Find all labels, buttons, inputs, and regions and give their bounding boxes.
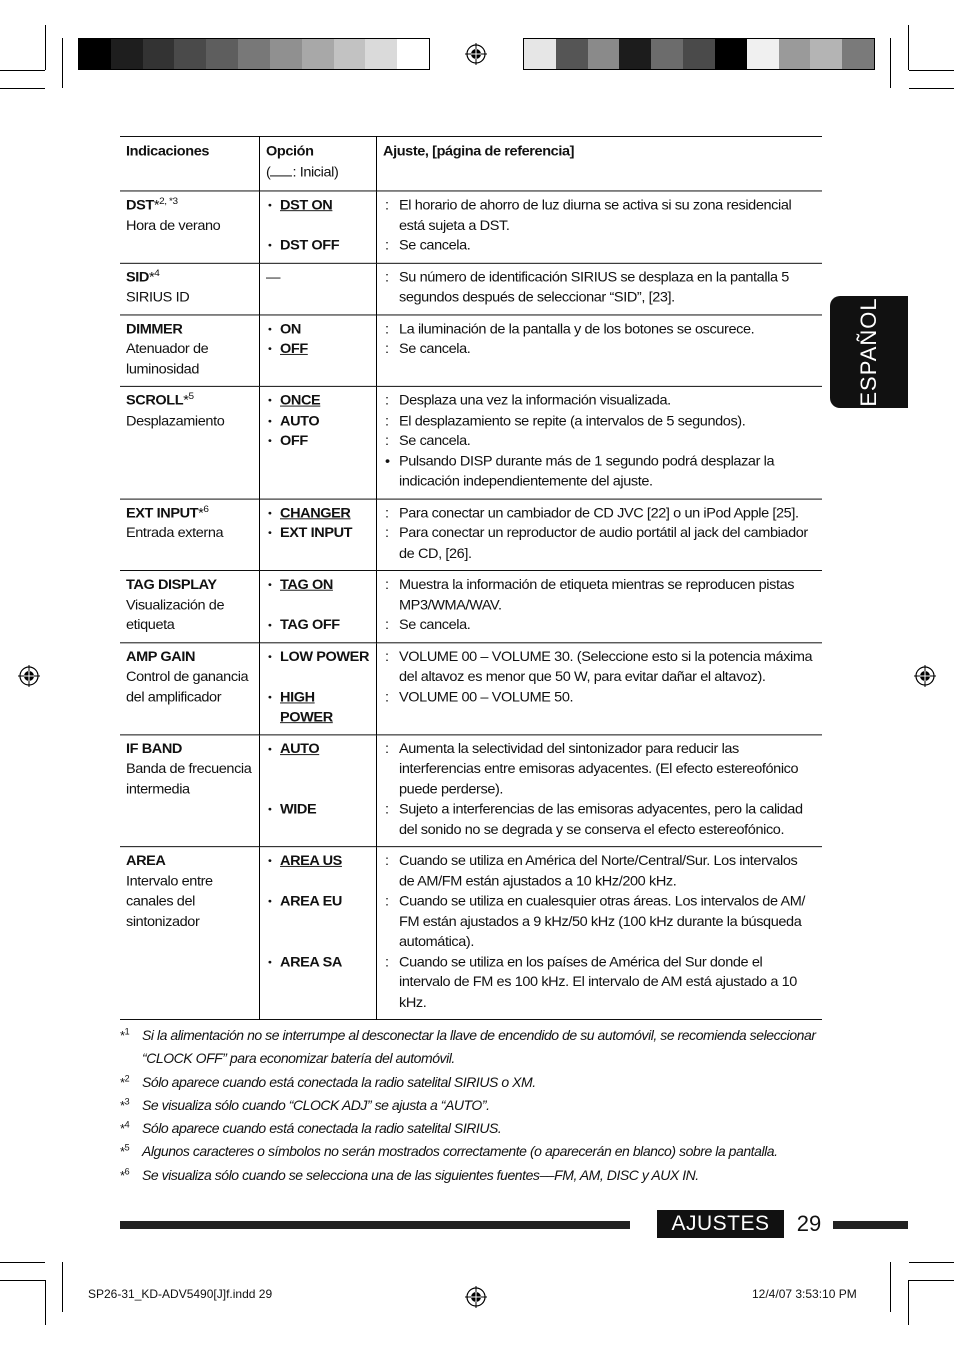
option-item (266, 237, 370, 257)
option-description-text: Muestra la información de etiqueta mientras se reproducen pistas MP3/WMA/WAV. (399, 577, 795, 613)
option-label: EXT INPUT (280, 525, 353, 541)
registration-mark-icon (914, 665, 936, 687)
registration-mark-icon (18, 665, 40, 687)
table-row (120, 314, 822, 386)
footnote-number: 3 (124, 1096, 130, 1107)
language-tab-label: ESPAÑOL (856, 297, 881, 407)
footnote-text: Sólo aparece cuando está conectada la radio satelital SIRIUS o XM. (142, 1073, 536, 1090)
option-item (266, 504, 370, 524)
option-item (266, 320, 370, 340)
option-description (383, 800, 816, 840)
footnote-marker (120, 1117, 129, 1140)
footnote-mark: * (183, 393, 189, 409)
colon-marker: : (385, 505, 389, 521)
setting-description: canales del (126, 894, 195, 910)
color-swatch (79, 39, 111, 69)
color-swatch (588, 39, 620, 69)
option-description-text: VOLUME 00 – VOLUME 30. (Seleccione esto si la potencia máxima del altavoz es menor que 50 W, para evitar dañar el altavoz). (399, 649, 813, 685)
footnote-text: Se visualiza sólo cuando “CLOCK ADJ” se ajusta a “AUTO”. (142, 1096, 490, 1113)
colon-marker: : (385, 393, 389, 409)
footnote-mark: * (148, 269, 155, 285)
option-item (266, 524, 370, 544)
footnote (120, 1094, 825, 1117)
footnote-star: * (120, 1074, 125, 1090)
color-swatch (143, 39, 175, 69)
crop-mark (909, 1262, 954, 1263)
crop-mark (908, 25, 909, 70)
color-swatch (365, 39, 397, 69)
setting-description: Entrada externa (126, 525, 224, 541)
option-label: DST OFF (280, 238, 340, 254)
colon-marker: : (385, 198, 389, 214)
colon-marker: : (385, 741, 389, 757)
footnote-ref: 2, *3 (159, 196, 178, 207)
setting-description: sintonizador (126, 914, 200, 930)
option-label: AREA US (280, 853, 342, 869)
option-label: AUTO (280, 413, 320, 429)
section-label: AJUSTES (657, 1210, 784, 1238)
setting-name (126, 392, 253, 412)
option-description-text: La iluminación de la pantalla y de los botones se oscurece. (399, 321, 755, 337)
option-description (383, 392, 816, 412)
color-swatch (270, 39, 302, 69)
setting-name-text: DST (126, 198, 154, 214)
setting-name (126, 196, 253, 216)
option-description (383, 268, 816, 308)
setting-name (126, 504, 253, 524)
option-label: TAG OFF (280, 617, 340, 633)
footnote-marker (120, 1140, 129, 1163)
crop-mark (0, 88, 45, 89)
option-description (383, 432, 816, 452)
colon-marker: : (385, 577, 389, 593)
header-indicaciones: Indicaciones (126, 144, 210, 160)
option-label: OFF (280, 433, 308, 449)
option-description-text: Se cancela. (399, 617, 471, 633)
settings-table (120, 136, 822, 1020)
option-description-text: Su número de identificación SIRIUS se desplaza en la pantalla 5 segundos después de seleccionar “SID”, [23]. (399, 269, 789, 306)
option-description (383, 340, 816, 360)
footnote-star: * (120, 1028, 125, 1043)
option-description-text: Aumenta la selectividad del sintonizador para reducir las interferencias entre emisoras adyacentes. (El efecto estereofónico puede perderse). (399, 741, 799, 797)
footnote-marker (120, 1094, 129, 1117)
option-item (266, 412, 370, 432)
option-description (383, 892, 816, 953)
footnote-number: 2 (124, 1073, 130, 1084)
setting-description: Control de ganancia (126, 669, 249, 685)
colon-marker: : (385, 269, 389, 285)
option-description (383, 504, 816, 524)
footnote-marker (120, 1024, 129, 1047)
color-swatch (174, 39, 206, 69)
option-description-text: Sujeto a interferencias de las emisoras adyacentes, pero la calidad del sonido no se degrada y se conserva el efecto estereofónico. (399, 802, 803, 838)
option-label: ONCE (280, 393, 321, 409)
footnote-mark: * (153, 198, 160, 214)
setting-description: Visualización de (126, 597, 225, 613)
setting-description: Intervalo entre (126, 873, 213, 889)
date-slug: 12/4/07 3:53:10 PM (752, 1287, 857, 1301)
footnote-star: * (120, 1167, 125, 1183)
option-label: AREA SA (280, 954, 342, 970)
setting-name-text: SID (126, 269, 149, 285)
footnote-star: * (120, 1144, 125, 1160)
colon-marker: : (385, 238, 389, 254)
crop-mark (909, 70, 954, 71)
setting-description: Desplazamiento (126, 413, 225, 429)
option-label: CHANGER (280, 505, 351, 521)
option-description-text: Cuando se utiliza en cualesquier otras áreas. Los intervalos de AM/ FM están ajustados a 9 kHz/50 kHz (100 kHz durante la búsqueda automática). (399, 894, 806, 950)
setting-name (126, 852, 253, 872)
setting-description: Banda de frecuencia (126, 761, 252, 777)
setting-name-text: AMP GAIN (126, 649, 196, 665)
colon-marker: : (385, 413, 389, 429)
option-description-text: El horario de ahorro de luz diurna se activa si su zona residencial está sujeta a DST. (399, 198, 792, 234)
color-swatch (715, 39, 747, 69)
table-row (120, 570, 822, 642)
color-swatch (238, 39, 270, 69)
header-opcion: Opción (266, 144, 314, 160)
footnote-ref: 4 (154, 268, 160, 279)
footnote-ref: 5 (188, 391, 194, 403)
color-swatch (556, 39, 588, 69)
setting-name-text: AREA (126, 853, 166, 869)
option-note-text: Pulsando DISP durante más de 1 segundo podrá desplazar la indicación independientemente del ajuste. (399, 453, 775, 490)
footnote (120, 1024, 825, 1071)
option-description-text: El desplazamiento se repite (a intervalos de 5 segundos). (399, 413, 746, 429)
option-description (383, 412, 816, 432)
option-description-text: Cuando se utiliza en los países de América del Sur donde el intervalo de FM es 100 kHz. El intervalo de AM está ajustado a 10 kHz. (399, 954, 797, 1011)
colon-marker: : (385, 802, 389, 818)
crop-mark (909, 1280, 954, 1281)
table-row (120, 847, 822, 1020)
footnote-star: * (120, 1097, 125, 1113)
option-description (383, 688, 816, 708)
footnote-number: 1 (124, 1026, 130, 1037)
crop-mark (909, 88, 954, 89)
bullet-marker: • (385, 453, 390, 470)
language-tab (830, 296, 908, 408)
setting-description: Atenuador de (126, 341, 209, 357)
option-label: OFF (280, 341, 308, 357)
color-swatch (302, 39, 334, 69)
table-row (120, 642, 822, 734)
footer-rule (120, 1221, 630, 1229)
option-item (266, 892, 370, 912)
footnote-number: 5 (124, 1143, 130, 1154)
table-row (120, 191, 822, 263)
option-description-text: Cuando se utiliza en América del Norte/Central/Sur. Los intervalos de AM/FM están ajustados a 10 kHz/200 kHz. (399, 853, 798, 889)
setting-name-text: TAG DISPLAY (126, 577, 217, 593)
option-description-text: Desplaza una vez la información visualizada. (399, 393, 671, 409)
setting-name-text: EXT INPUT (126, 505, 199, 521)
option-description-text: Se cancela. (399, 433, 471, 449)
setting-description: Hora de verano (126, 218, 221, 234)
footnote (120, 1117, 825, 1140)
color-swatch (619, 39, 651, 69)
registration-mark-icon (465, 43, 487, 65)
crop-mark (45, 25, 46, 70)
option-label: WIDE (280, 802, 317, 818)
setting-name-text: IF BAND (126, 741, 183, 757)
colon-marker: : (385, 689, 389, 705)
setting-name-text: DIMMER (126, 321, 183, 337)
header-ajuste: Ajuste, [página de referencia] (383, 144, 575, 160)
setting-description: intermedia (126, 781, 190, 797)
setting-description: luminosidad (126, 361, 199, 377)
option-item (266, 432, 370, 452)
setting-description: del amplificador (126, 689, 222, 705)
crop-mark (0, 1262, 45, 1263)
option-description (383, 320, 816, 340)
option-description-text: Se cancela. (399, 341, 471, 357)
footnotes (120, 1024, 825, 1187)
option-item (266, 953, 370, 973)
option-label: LOW POWER (280, 649, 370, 665)
footnote-star: * (120, 1121, 125, 1137)
setting-name (126, 320, 253, 340)
option-description-text: VOLUME 00 – VOLUME 50. (399, 689, 574, 705)
setting-name-text: SCROLL (126, 393, 184, 409)
footnote-ref: 6 (203, 503, 209, 515)
crop-mark (0, 70, 45, 71)
option-description (383, 852, 816, 892)
option-description (383, 576, 816, 616)
option-item (266, 616, 370, 636)
table-header-row (120, 136, 822, 190)
option-item (266, 800, 370, 820)
color-swatch (747, 39, 779, 69)
no-option-dash: — (266, 269, 281, 285)
colon-marker: : (385, 617, 389, 633)
option-item (266, 576, 370, 596)
option-item (266, 340, 370, 360)
header-opcion-note: ( : Inicial) (266, 164, 339, 180)
crop-mark (890, 1262, 891, 1312)
color-swatch (810, 39, 842, 69)
option-description (383, 648, 816, 688)
option-description (383, 953, 816, 1014)
option-item (266, 688, 370, 728)
color-swatch (334, 39, 366, 69)
option-label: AREA EU (280, 894, 342, 910)
option-item (266, 196, 370, 216)
color-swatch (683, 39, 715, 69)
option-label: DST ON (280, 198, 333, 214)
option-label: TAG ON (280, 577, 333, 593)
option-description-text: Se cancela. (399, 238, 471, 254)
setting-description: SIRIUS ID (126, 290, 190, 306)
crop-mark (62, 1262, 63, 1312)
footnote-marker (120, 1071, 129, 1094)
setting-description: etiqueta (126, 617, 175, 633)
option-description-text: Para conectar un cambiador de CD JVC [22] o un iPod Apple [25]. (399, 505, 799, 521)
table-row (120, 499, 822, 571)
option-note (383, 452, 816, 492)
setting-name (126, 740, 253, 760)
color-calibration-bar-left (78, 38, 430, 70)
setting-name (126, 648, 253, 668)
page-number: 29 (796, 1211, 822, 1236)
footnote (120, 1071, 825, 1094)
crop-mark (62, 38, 63, 88)
footnote-text: Se visualiza sólo cuando se selecciona una de las siguientes fuentes––FM, AM, DISC y AUX IN. (142, 1166, 699, 1183)
option-description (383, 740, 816, 801)
color-swatch (206, 39, 238, 69)
option-item (266, 740, 370, 760)
color-swatch (111, 39, 143, 69)
setting-name (126, 576, 253, 596)
color-swatch (779, 39, 811, 69)
crop-mark (890, 38, 891, 88)
table-row (120, 386, 822, 498)
option-description (383, 616, 816, 636)
footnote-mark: * (198, 505, 204, 521)
footnote-text: Si la alimentación no se interrumpe al desconectar la llave de encendido de su automóvil, se recomienda seleccionar “CLOCK OFF” para economizar batería del automóvil. (142, 1027, 816, 1067)
color-swatch (397, 39, 429, 69)
table-row (120, 263, 822, 315)
color-swatch (842, 39, 874, 69)
colon-marker: : (385, 525, 389, 541)
setting-name (126, 268, 253, 288)
option-item (266, 392, 370, 412)
option-label: ON (280, 321, 301, 337)
option-label: HIGH POWER (280, 689, 333, 726)
option-item (266, 648, 370, 668)
option-description (383, 524, 816, 564)
registration-mark-icon (465, 1286, 487, 1308)
footer-rule (833, 1221, 908, 1229)
footnote (120, 1164, 825, 1187)
footnote-number: 4 (124, 1119, 130, 1130)
option-label: AUTO (280, 741, 320, 757)
color-swatch (651, 39, 683, 69)
file-slug: SP26-31_KD-ADV5490[J]f.indd 29 (88, 1287, 273, 1301)
colon-marker: : (385, 954, 389, 970)
footnote-marker (120, 1164, 129, 1187)
footnote (120, 1140, 825, 1163)
colon-marker: : (385, 649, 389, 665)
colon-marker: : (385, 433, 389, 449)
table-row (120, 734, 822, 846)
color-swatch (524, 39, 556, 69)
footnote-text: Sólo aparece cuando está conectada la radio satelital SIRIUS. (142, 1120, 502, 1137)
colon-marker: : (385, 853, 389, 869)
color-calibration-bar-right (523, 38, 875, 70)
option-description (383, 196, 816, 236)
crop-mark (45, 1280, 46, 1325)
colon-marker: : (385, 321, 389, 337)
option-item (266, 852, 370, 872)
footnote-number: 6 (124, 1166, 130, 1177)
colon-marker: : (385, 894, 389, 910)
crop-mark (0, 1280, 45, 1281)
footnote-text: Algunos caracteres o símbolos no serán mostrados correctamente (o aparecerán en blanco) sobre la pantalla. (142, 1143, 778, 1160)
option-description (383, 237, 816, 257)
crop-mark (908, 1280, 909, 1325)
colon-marker: : (385, 341, 389, 357)
option-description-text: Para conectar un reproductor de audio portátil al jack del cambiador de CD, [26]. (399, 525, 808, 562)
